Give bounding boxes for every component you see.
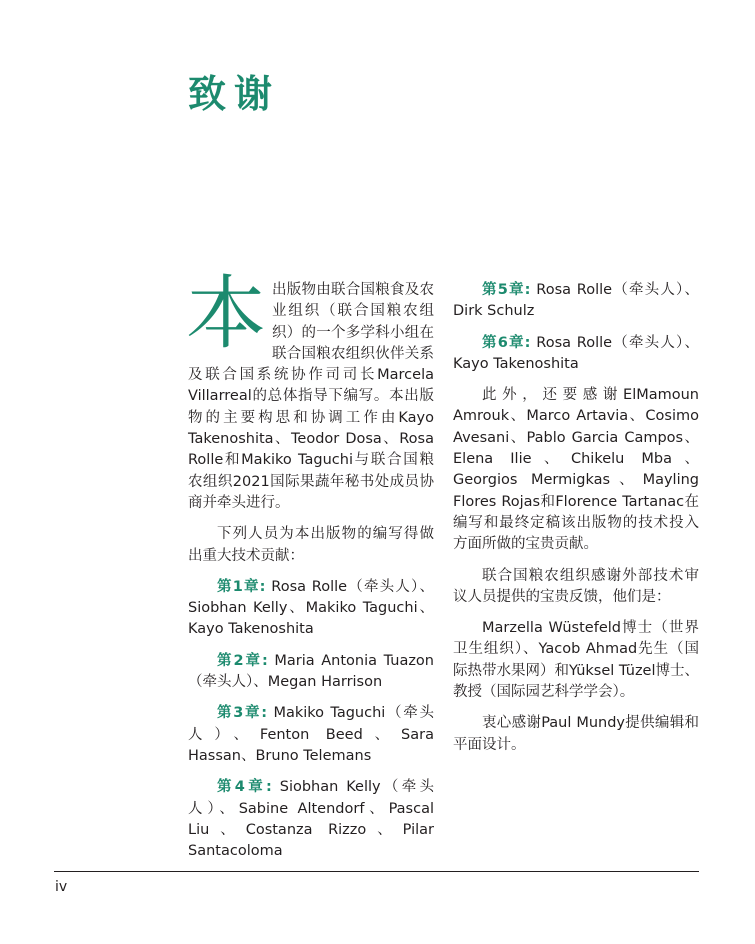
chapter-contributors: Rosa Rolle（牵头人）、Siobhan Kelly、Makiko Taguchi、Kayo Takenoshita [188,578,434,638]
chapter-label: 第1章: [217,578,266,595]
intro-text: 出版物由联合国粮食及农业组织（联合国粮农组织）的一个多学科小组在联合国粮农组织伙伴关系及联合国系统协作司司长Marcela Villarreal的总体指导下编写。本出版物的主要构思和协调工作由Kayo Takenoshita、Teodor Dosa、Rosa Rolle和Makiko Taguchi与联合国粮农组织2021国际果蔬年秘书处成员协商并牵头进行。 [188,282,434,511]
chapter-contributors: Maria Antonia Tuazon（牵头人）、Megan Harrison [188,652,434,691]
right-column [453,280,699,766]
chapter-label: 第4章: [217,779,272,796]
chapter-contributors: Rosa Rolle（牵头人）、Kayo Takenoshita [453,334,699,372]
reviewers-intro: 联合国粮农组织感谢外部技术审议人员提供的宝贵反馈，他们是： [453,567,699,605]
chapter-4-credit [188,777,434,862]
chapter-label: 第6章: [482,334,531,351]
chapter-contributors: Makiko Taguchi（牵头人）、Fenton Beed、Sara Hassan、Bruno Telemans [188,705,435,764]
reviewers-list: Marzella Wüstefeld博士（世界卫生组织）、Yacob Ahmad先生（国际热带水果网）和Yüksel Tüzel博士、教授（国际园艺科学学会）。 [453,620,700,701]
design-thanks: 衷心感谢Paul Mundy提供编辑和平面设计。 [453,715,699,753]
thanks-contributors: 此外，还要感谢ElMamoun Amrouk、Marco Artavia、Cosimo Avesani、Pablo Garcia Campos、Elena Ilie、Chikelu Mba、Georgios Mermigkas、Mayling Flores Rojas和Florence Tartanac在编写和最终定稿该出版物的技术投入方面所做的宝贵贡献。 [453,387,699,553]
chapter-2-credit [188,651,434,694]
chapter-5-credit [453,280,699,323]
page-number: iv [55,879,68,895]
intro-paragraph [186,267,434,514]
chapter-label: 第5章: [482,282,531,298]
chapter-1-credit [188,577,434,641]
chapter-contributors: Siobhan Kelly（牵头人）、Sabine Altendorf、Pascal Liu、Costanza Rizzo、Pilar Santacoloma [188,779,435,860]
chapter-contributors: Rosa Rolle（牵头人）、Dirk Schulz [453,282,699,320]
page-title: 致谢 [188,72,281,116]
footer-divider [54,871,699,872]
contributors-intro: 下列人员为本出版物的编写得做出重大技术贡献： [188,526,434,564]
chapter-6-credit [453,333,699,376]
drop-cap: 本 [186,267,266,360]
left-column [186,267,435,872]
chapter-label: 第3章: [217,705,268,722]
chapter-label: 第2章: [217,652,268,669]
chapter-3-credit [188,703,434,767]
